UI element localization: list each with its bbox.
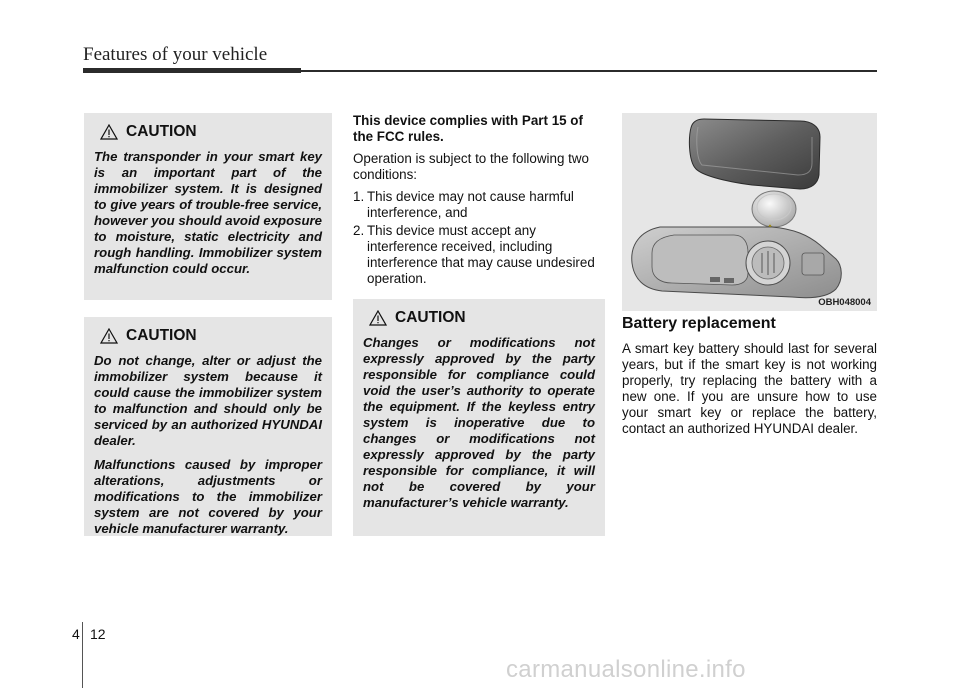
- fcc-heading: This device complies with Part 15 of the FCC rules.: [353, 113, 583, 144]
- header-rule-thick: [83, 68, 301, 73]
- caution-text-1: Do not change, alter or adjust the immobilizer system because it could cause the immobilizer system to malfunction and should only be serviced by an authorized HYUNDAI dealer.: [94, 353, 322, 448]
- battery-replacement-heading: Battery replacement: [622, 315, 776, 332]
- list-item-number: 1.: [353, 189, 365, 204]
- fcc-section: [353, 113, 605, 289]
- list-item-number: 2.: [353, 223, 365, 238]
- caution-box-fcc: [353, 299, 605, 536]
- smart-key-illustration: [622, 113, 877, 311]
- warning-triangle-icon: [100, 328, 118, 344]
- header-rule-thin: [301, 70, 877, 72]
- caution-box-transponder: [84, 113, 332, 300]
- list-item-text: This device may not cause harmful interference, and: [367, 189, 574, 220]
- fcc-intro: Operation is subject to the following two conditions:: [353, 151, 589, 182]
- list-item: [353, 223, 605, 287]
- list-item: [353, 189, 605, 221]
- smart-key-battery-figure: [622, 113, 877, 311]
- figure-code: OBH048004: [818, 297, 871, 308]
- warning-triangle-icon: [100, 124, 118, 140]
- caution-label: CAUTION: [126, 327, 197, 344]
- footer-divider: [82, 622, 83, 688]
- page-header-title: Features of your vehicle: [83, 44, 268, 65]
- battery-replacement-text: A smart key battery should last for several years, but if the smart key is not working properly, try replacing the battery with a new one. If you are unsure how to use your smart key or replace the battery, contact an authorized HYUNDAI dealer.: [622, 341, 877, 436]
- list-item-text: This device must accept any interference received, including interference that may cause undesired operation.: [367, 223, 595, 286]
- caution-text: The transponder in your smart key is an important part of the immobilizer system. It is designed to give years of trouble-free service, however you should avoid exposure to moisture, static electricity and rough handling. Immobilizer system malfunction could occur.: [94, 149, 322, 276]
- chapter-number: 4: [72, 626, 80, 642]
- caution-box-immobilizer: [84, 317, 332, 536]
- caution-heading: [369, 309, 595, 327]
- warning-triangle-icon: [369, 310, 387, 326]
- caution-text-2: Malfunctions caused by improper alterations, adjustments or modifications to the immobilizer system are not covered by your vehicle manufacturer warranty.: [94, 457, 322, 536]
- page-number: 12: [90, 626, 106, 642]
- caution-label: CAUTION: [126, 123, 197, 140]
- caution-text: Changes or modifications not expressly approved by the party responsible for compliance could void the user’s authority to operate the equipment. If the keyless entry system is inoperative due to changes or modifications not expressly approved by the party responsible for compliance, it will not be covered by your manufacturer’s vehicle warranty.: [363, 335, 595, 510]
- caution-heading: [100, 327, 322, 345]
- caution-heading: [100, 123, 322, 141]
- watermark-text: carmanualsonline.info: [506, 656, 746, 683]
- caution-label: CAUTION: [395, 309, 466, 326]
